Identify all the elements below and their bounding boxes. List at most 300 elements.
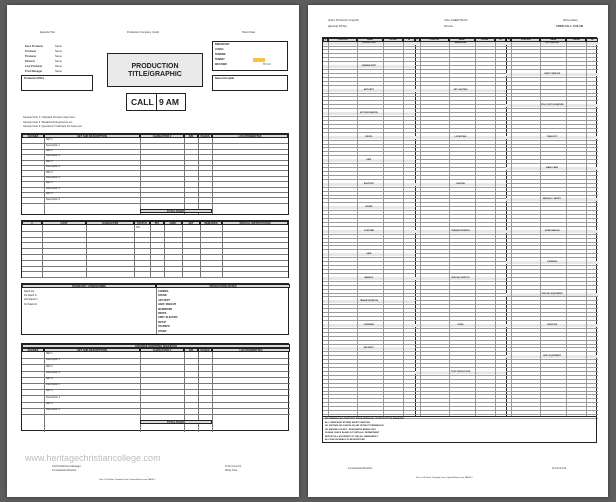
footer-2nd-ad: 2nd 2nd A.D.	[552, 467, 567, 470]
crew-row	[506, 124, 598, 125]
crew-row	[415, 144, 507, 145]
crew-col-divider	[383, 42, 384, 416]
table-cell: SET 2	[46, 149, 53, 152]
crew-row	[323, 281, 415, 282]
crew-row	[323, 257, 415, 258]
crew-row	[506, 49, 598, 50]
crew-row	[506, 175, 598, 176]
production-title-box	[107, 53, 203, 87]
crew-row	[415, 159, 507, 160]
crew-row	[323, 214, 415, 215]
call-time: 9 AM	[159, 97, 179, 107]
crew-row	[506, 277, 598, 278]
crew-row	[323, 73, 415, 74]
table-header: CHARACTER #	[140, 134, 184, 138]
crew-col-header: NAME	[357, 38, 383, 42]
crew-row	[323, 410, 415, 411]
crew-row	[415, 234, 507, 235]
crew-row	[506, 308, 598, 309]
col-divider	[140, 138, 141, 214]
crew-section-header: PUBLICITY	[506, 136, 598, 139]
crew-row	[506, 253, 598, 254]
crew-row	[415, 261, 507, 262]
production-office-box	[21, 75, 93, 91]
director-label: Director	[444, 25, 454, 28]
crew-row	[323, 195, 415, 196]
crew-row	[323, 391, 415, 392]
crew-section-header: SPECIAL EFFECTS	[415, 277, 507, 280]
crew-call: CREW CALL: 8:00 AM	[556, 25, 583, 28]
cast-table	[21, 220, 289, 278]
production-title-line1: PRODUCTION	[131, 63, 179, 70]
table-cell: Description 4	[46, 176, 60, 179]
crew-row	[506, 340, 598, 341]
crew-row	[506, 320, 598, 321]
crew-row	[506, 336, 598, 337]
crew-col-divider	[403, 42, 404, 416]
crew-row	[323, 53, 415, 54]
crew-row	[323, 124, 415, 125]
crew-row	[506, 344, 598, 345]
table-header: SET AND DESCRIPTION	[44, 348, 140, 352]
col-divider	[86, 225, 87, 277]
crew-row	[323, 116, 415, 117]
crew-row	[506, 171, 598, 172]
prodnote-row: OTHER	[158, 329, 167, 333]
crew-row	[323, 46, 415, 47]
crew-name: Name	[55, 65, 62, 68]
crew-row	[506, 226, 598, 227]
crew-row	[415, 344, 507, 345]
crew-row	[323, 344, 415, 345]
crew-section-header: SOUND	[323, 206, 415, 209]
crew-row	[415, 179, 507, 180]
crew-row	[323, 394, 415, 395]
table-row	[22, 266, 288, 267]
crew-section-header: ART DEPT	[323, 89, 415, 92]
table-row	[22, 248, 288, 249]
crew-row	[506, 249, 598, 250]
crew-row	[323, 296, 415, 297]
table-row	[22, 242, 288, 243]
scenes-table	[21, 133, 289, 215]
crew-row	[323, 398, 415, 399]
table-cell: Description 6	[46, 197, 60, 201]
crew-section-header: GRIP	[323, 159, 415, 162]
crew-row	[323, 81, 415, 82]
crew-row	[415, 253, 507, 254]
crew-row	[323, 293, 415, 294]
crew-row	[323, 238, 415, 239]
crew-section-header: WARDROBE	[415, 42, 507, 45]
crew-row	[415, 163, 507, 164]
table-cell: SET 1	[46, 138, 53, 142]
table-cell: Description 3	[46, 165, 60, 169]
crew-row	[415, 285, 507, 286]
crew-row	[415, 375, 507, 376]
table-row	[22, 149, 288, 150]
crew-row	[506, 96, 598, 97]
crew-role: Prod Manager	[25, 70, 43, 73]
crew-row	[323, 379, 415, 380]
table-header: P/U	[150, 221, 164, 225]
table-row	[22, 371, 290, 372]
table-row	[22, 181, 288, 185]
crew-row	[415, 226, 507, 227]
crew-row	[415, 367, 507, 368]
crew-row	[323, 285, 415, 286]
crew-section-header: HONEYWAGON	[506, 230, 598, 233]
crew-row	[415, 238, 507, 239]
watermark: www.heritagechristiancollege.com	[25, 453, 161, 463]
crew-row	[506, 383, 598, 384]
crew-row	[506, 100, 598, 101]
crew-col-header: NAME	[540, 38, 566, 42]
advance-header: ADVANCE SHOOTING SCHEDULE	[22, 344, 290, 348]
crew-row	[323, 49, 415, 50]
table-cell: SET 6	[46, 192, 53, 196]
prodnote-row: WARDROBE	[158, 307, 173, 311]
crew-row	[506, 234, 598, 235]
table-cell: SET 2	[46, 364, 53, 368]
crew-row	[506, 218, 598, 219]
crew-row	[323, 104, 415, 105]
episode-placeholder: [Episode #/Title]	[328, 25, 347, 28]
crew-row	[415, 394, 507, 395]
crew-col-divider	[328, 42, 329, 416]
table-header: PAGES	[198, 134, 212, 138]
crew-row	[323, 363, 415, 364]
crew-row	[506, 316, 598, 317]
crew-row	[415, 387, 507, 388]
policy-notes	[322, 417, 597, 443]
sunrise-label: SUNRISE	[215, 53, 226, 56]
crew-row	[506, 108, 598, 109]
crew-name: Name	[55, 55, 62, 58]
crew-row	[506, 398, 598, 399]
crew-grid	[322, 37, 597, 417]
call-label: CALL	[131, 97, 154, 107]
crew-col-header: NAME	[449, 38, 475, 42]
crew-row	[323, 355, 415, 356]
col-divider	[42, 225, 43, 277]
crew-row	[415, 57, 507, 58]
crew-row	[506, 328, 598, 329]
col-divider	[134, 225, 135, 277]
col-divider	[222, 225, 223, 277]
production-title-line2: TITLE/GRAPHIC	[128, 71, 182, 78]
production-office-label: Production Office	[24, 77, 45, 80]
table-cell: SET 1	[46, 352, 53, 356]
crew-row	[506, 65, 598, 66]
col-divider	[44, 352, 45, 432]
crew-col-header: #	[416, 39, 418, 41]
crew-row	[415, 328, 507, 329]
crew-row	[415, 273, 507, 274]
crew-row	[415, 120, 507, 121]
crew-section-header: SET DECORATION	[323, 112, 415, 115]
crew-col-divider	[566, 42, 567, 416]
policy-line: NO FORCED CALLS WITHOUT PRIOR APPROVAL OF PRODUCTION MANAGER	[325, 418, 404, 420]
crew-row	[415, 312, 507, 313]
crew-row	[415, 410, 507, 411]
crew-row	[323, 175, 415, 176]
crew-row	[323, 328, 415, 329]
crew-col-divider	[357, 42, 358, 416]
table-row	[22, 408, 290, 409]
crew-row	[506, 57, 598, 58]
crew-row	[323, 414, 415, 415]
crew-row	[415, 363, 507, 364]
crew-row	[415, 175, 507, 176]
crew-row	[323, 383, 415, 384]
crew-row	[506, 363, 598, 364]
table-row	[22, 271, 288, 272]
crew-row	[323, 273, 415, 274]
table-row	[22, 237, 288, 238]
policy-line: NO SMOKING ON SET - DESIGNATED AREAS ONLY	[325, 428, 377, 431]
crew-row	[323, 120, 415, 121]
crew-row	[506, 46, 598, 47]
crew-row	[506, 296, 598, 297]
col-divider	[200, 225, 201, 277]
crew-row	[415, 383, 507, 384]
crew-row	[323, 100, 415, 101]
crew-row	[415, 289, 507, 290]
footer-1st-ad: 1st Assistant Director	[52, 469, 77, 472]
production-company-credit: Production Company Credit	[127, 31, 159, 34]
crew-row	[415, 379, 507, 380]
table-header: SCENES	[22, 134, 44, 138]
crew-row	[323, 155, 415, 156]
crew-row	[323, 222, 415, 223]
crew-col-header: IN	[403, 38, 415, 42]
crew-col-divider	[420, 42, 421, 416]
crew-row	[415, 351, 507, 352]
crew-row	[323, 289, 415, 290]
crew-row	[415, 336, 507, 337]
table-header: SET	[182, 221, 200, 225]
crew-row	[506, 85, 598, 86]
crew-row	[415, 206, 507, 207]
crew-row	[323, 140, 415, 141]
note-line: Sample Note 2: Weather/arrangements etc	[23, 120, 73, 124]
crew-section-header: CRAFT SERVICE	[506, 73, 598, 76]
table-row	[22, 377, 290, 378]
crew-row	[415, 53, 507, 54]
footer-credit-p2: Free Call Sheet Template from OptimalSheet.com PAGE 2	[416, 477, 473, 479]
crew-row	[323, 245, 415, 246]
crew-row	[323, 371, 415, 372]
crew-row	[323, 187, 415, 188]
crew-row	[415, 293, 507, 294]
cast-status: SW	[136, 225, 140, 229]
crew-col-header: IN	[495, 38, 507, 42]
crew-row	[415, 85, 507, 86]
table-cell: Description 3	[46, 383, 60, 387]
table-header: SPECIAL INSTRUCTIONS	[222, 221, 288, 225]
crew-row	[415, 77, 507, 78]
crew-row	[415, 191, 507, 192]
footer-upm: Unit Production Manager	[52, 465, 81, 468]
crew-row	[506, 128, 598, 129]
table-cell: Description 5	[46, 408, 60, 411]
table-cell: SET 5	[46, 401, 53, 405]
weather-label: WEATHER	[215, 63, 227, 66]
table-row	[22, 364, 290, 365]
crew-row	[415, 414, 507, 415]
crew-col-header: #	[508, 39, 510, 41]
table-header: LOCATION/NOTES	[212, 134, 288, 138]
table-cell: Description 5	[46, 186, 60, 190]
crew-section-header: HAIR	[323, 253, 415, 256]
crew-row	[415, 171, 507, 172]
crew-row	[323, 77, 415, 78]
crew-row	[415, 296, 507, 297]
crew-row	[415, 187, 507, 188]
crew-name: Name	[55, 60, 62, 63]
crew-row	[506, 53, 598, 54]
table-row	[22, 395, 290, 396]
crew-row	[415, 49, 507, 50]
crew-row	[415, 355, 507, 356]
crew-col-header: POSITION	[511, 38, 540, 42]
footer-wrap-time: Wrap Time	[225, 469, 238, 472]
crew-row	[506, 147, 598, 148]
table-header: PAGES	[198, 348, 212, 352]
table-header: REMARKS	[200, 221, 222, 225]
crew-row	[506, 375, 598, 376]
crew-row	[415, 308, 507, 309]
standin-row: Stand-Ins	[24, 290, 35, 293]
crew-row	[415, 61, 507, 62]
col-divider	[164, 225, 165, 277]
policy-line: ALL RUN-ON MEALS TO BE APPROVED	[325, 439, 365, 441]
crew-row	[506, 414, 598, 415]
footer-credit: Free Call Sheet Template from OptimalSheet.com PAGE 1	[99, 479, 156, 481]
crew-row	[415, 65, 507, 66]
lunch-label: LUNCH	[215, 48, 224, 51]
crew-row	[323, 304, 415, 305]
crew-section-header: VEHICLES	[506, 324, 598, 327]
crew-row	[506, 257, 598, 258]
crew-section-header: ACCOUNTING	[506, 42, 598, 45]
crew-row	[323, 69, 415, 70]
crew-col-divider	[511, 42, 512, 416]
table-cell: Description 4	[46, 395, 60, 399]
standins-header: STAND-INS / ATMOSPHERE	[22, 284, 156, 288]
crew-section-header: LOCATIONS	[415, 136, 507, 139]
table-row	[22, 203, 288, 204]
crew-row	[415, 265, 507, 266]
crew-row	[415, 347, 507, 348]
policy-line: REPORT ALL ACCIDENTS TO THE A.D. IMMEDIATELY	[325, 435, 379, 438]
table-row	[22, 260, 288, 261]
total-pages: TOTAL PAGES	[140, 209, 212, 213]
crew-row	[323, 269, 415, 270]
crew-row	[415, 108, 507, 109]
table-row	[22, 254, 288, 255]
crew-section-header: CATERING	[506, 261, 598, 264]
col-divider	[198, 138, 199, 214]
crew-row	[506, 281, 598, 282]
table-row	[22, 277, 288, 278]
crew-row	[415, 269, 507, 270]
table-row	[22, 160, 288, 161]
crew-row	[506, 116, 598, 117]
table-header: SET AND DESCRIPTION	[44, 134, 140, 138]
crew-col-divider	[540, 42, 541, 416]
col-divider	[182, 225, 183, 277]
crew-row	[506, 265, 598, 266]
episode-title: Episode Title	[40, 31, 55, 34]
crew-row	[323, 210, 415, 211]
col-divider	[150, 225, 151, 277]
crew-row	[415, 81, 507, 82]
hi-lo-label: HI / LO	[263, 63, 271, 66]
crew-row	[415, 214, 507, 215]
crew-row	[506, 387, 598, 388]
crew-section-header: STILL PHOTOGRAPHER	[506, 104, 598, 107]
crew-row	[323, 218, 415, 219]
col-divider	[184, 138, 185, 214]
table-header: CHARACTER #	[140, 348, 184, 352]
crew-section-header: CATERING	[323, 324, 415, 327]
crew-row	[506, 120, 598, 121]
crew-row	[506, 89, 598, 90]
table-cell: SET 3	[46, 159, 53, 163]
crew-row	[506, 391, 598, 392]
crew-section-header: TRANSPORTATION	[415, 230, 507, 233]
crew-row	[506, 210, 598, 211]
table-header: SCENES	[22, 348, 44, 352]
prodnote-row: TRANSPO	[158, 325, 170, 329]
crew-row	[323, 320, 415, 321]
crew-row	[506, 81, 598, 82]
crew-col-header: #	[324, 39, 327, 41]
crew-row	[506, 202, 598, 203]
crew-row	[323, 163, 415, 164]
crew-section-header: SECURITY	[323, 347, 415, 350]
crew-row	[415, 340, 507, 341]
crew-row	[323, 234, 415, 235]
crew-row	[415, 93, 507, 94]
crew-section-header: COSTUME	[323, 230, 415, 233]
crew-section-header: SET LIGHTING	[415, 89, 507, 92]
crew-row	[506, 191, 598, 192]
crew-row	[323, 351, 415, 352]
prodnote-row: CAMERA	[158, 290, 169, 293]
crew-row	[506, 187, 598, 188]
crew-row	[506, 183, 598, 184]
crew-row	[323, 308, 415, 309]
crew-row	[506, 144, 598, 145]
call-sheet-back-title: CALL SHEET BACK	[444, 19, 468, 22]
crew-row	[323, 191, 415, 192]
footer-1st-ad-p2: 1st Assistant Director	[348, 467, 373, 470]
crew-row	[415, 210, 507, 211]
crew-row	[506, 367, 598, 368]
crew-row	[323, 132, 415, 133]
table-cell: SET 4	[46, 170, 53, 174]
table-row	[22, 389, 290, 393]
crew-row	[323, 179, 415, 180]
table-cell: SET 4	[46, 389, 53, 393]
crew-row	[506, 93, 598, 94]
call-time-box	[126, 93, 186, 111]
crew-row	[323, 171, 415, 172]
crew-row	[323, 375, 415, 376]
